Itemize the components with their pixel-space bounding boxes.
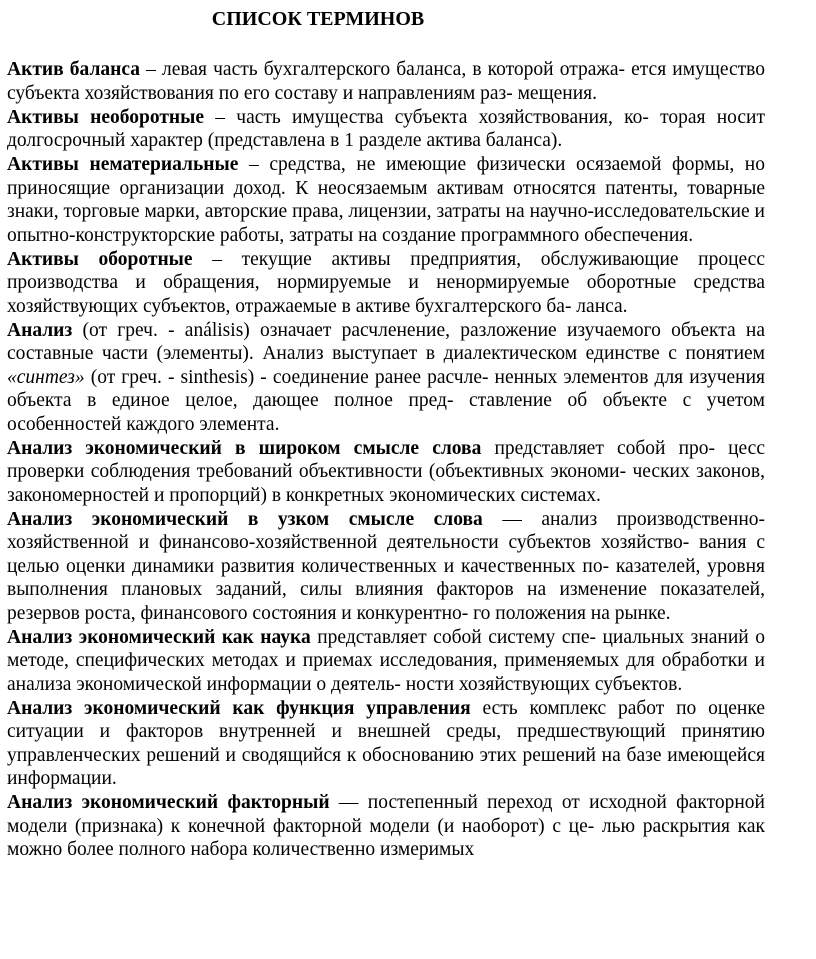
glossary-definition: есть комплекс работ по оценке ситуации и факторов внутренней и внешней среды, предшествующий принятию управленческих решений и сводящийся к обоснованию этих решений на базе имеющейся информации.: [7, 697, 765, 789]
glossary-definition: (от греч. - análisis) означает расчленение, разложение изучаемого объекта на составные части (элементы). Анализ выступает в диалектическом единстве с понятием: [7, 319, 765, 364]
glossary-term: Активы оборотные: [7, 248, 193, 270]
glossary-list: [7, 58, 765, 862]
glossary-term: Анализ: [7, 319, 73, 341]
glossary-term: Анализ экономический как наука: [7, 626, 311, 648]
glossary-entry: [7, 508, 765, 626]
glossary-definition: – часть имущества субъекта хозяйствования, ко- торая носит долгосрочный характер (представлена в 1 разделе актива баланса).: [7, 106, 765, 151]
glossary-definition: — анализ производственно-хозяйственной и финансово-хозяйственной деятельности субъектов хозяйство- вания с целью оценки динамики развития количественных и качественных по- казателей, уровня выполнения плановых заданий, силы влияния факторов на изменение показателей, резервов роста, финансового состояния и конкурентно- го положения на рынке.: [7, 508, 765, 624]
glossary-entry: [7, 58, 765, 105]
glossary-term: Активы нематериальные: [7, 154, 239, 175]
glossary-definition: – средства, не имеющие физически осязаемой формы, но приносящие организации доход. К неосязаемым активам относятся патенты, товарные знаки, торговые марки, авторские права, лицензии, затраты на научно-исследовательские и опытно-конструкторские работы, затраты на создание программного обеспечения.: [7, 154, 765, 246]
glossary-definition: — постепенный переход от исходной факторной модели (признака) к конечной факторной модели (и наоборот) с це- лью раскрытия как можно более полного набора количественно измеримых: [7, 792, 765, 860]
glossary-term: Анализ экономический в широком смысле слова: [7, 437, 482, 459]
glossary-entry: [7, 106, 765, 153]
glossary-definition: – левая часть бухгалтерского баланса, в которой отража- ется имущество субъекта хозяйствования по его составу и направлениям раз- мещения.: [7, 59, 765, 104]
glossary-entry: [7, 697, 765, 791]
glossary-entry: [7, 437, 765, 508]
glossary-entry: [7, 248, 765, 319]
glossary-entry: [7, 791, 765, 862]
glossary-term: Анализ экономический факторный: [7, 792, 330, 813]
glossary-entry: [7, 153, 765, 247]
glossary-term: Актив баланса: [7, 59, 141, 80]
glossary-term: Анализ экономический в узком смысле слова: [7, 508, 483, 530]
glossary-definition: представляет собой про- цесс проверки соблюдения требований объективности (объективных экономи- ческих законов, закономерностей и пропорций) в конкретных экономических системах.: [7, 437, 765, 506]
glossary-definition-continued: (от греч. - sinthesis) - соединение ранее расчле- ненных элементов для изучения объекта в единое целое, дающее полное пред- ставление об объекте с учетом особенностей каждого элемента.: [7, 366, 765, 435]
glossary-definition: – текущие активы предприятия, обслуживающие процесс производства и обращения, нормируемые и ненормируемые оборотные средства хозяйствующих субъектов, отражаемые в активе бухгалтерского ба- ланса.: [7, 248, 765, 317]
emphasized-term: «синтез»: [7, 366, 85, 388]
glossary-term: Анализ экономический как функция управления: [7, 697, 471, 719]
page-title: СПИСОК ТЕРМИНОВ: [211, 8, 425, 30]
glossary-entry: [7, 626, 765, 697]
glossary-entry: [7, 319, 765, 437]
glossary-term: Активы необоротные: [7, 106, 205, 128]
glossary-definition: представляет собой систему спе- циальных знаний о методе, специфических методах и приемах исследования, применяемых для обработки и анализа экономической информации о деятель- ности хозяйствующих субъектов.: [7, 626, 765, 695]
